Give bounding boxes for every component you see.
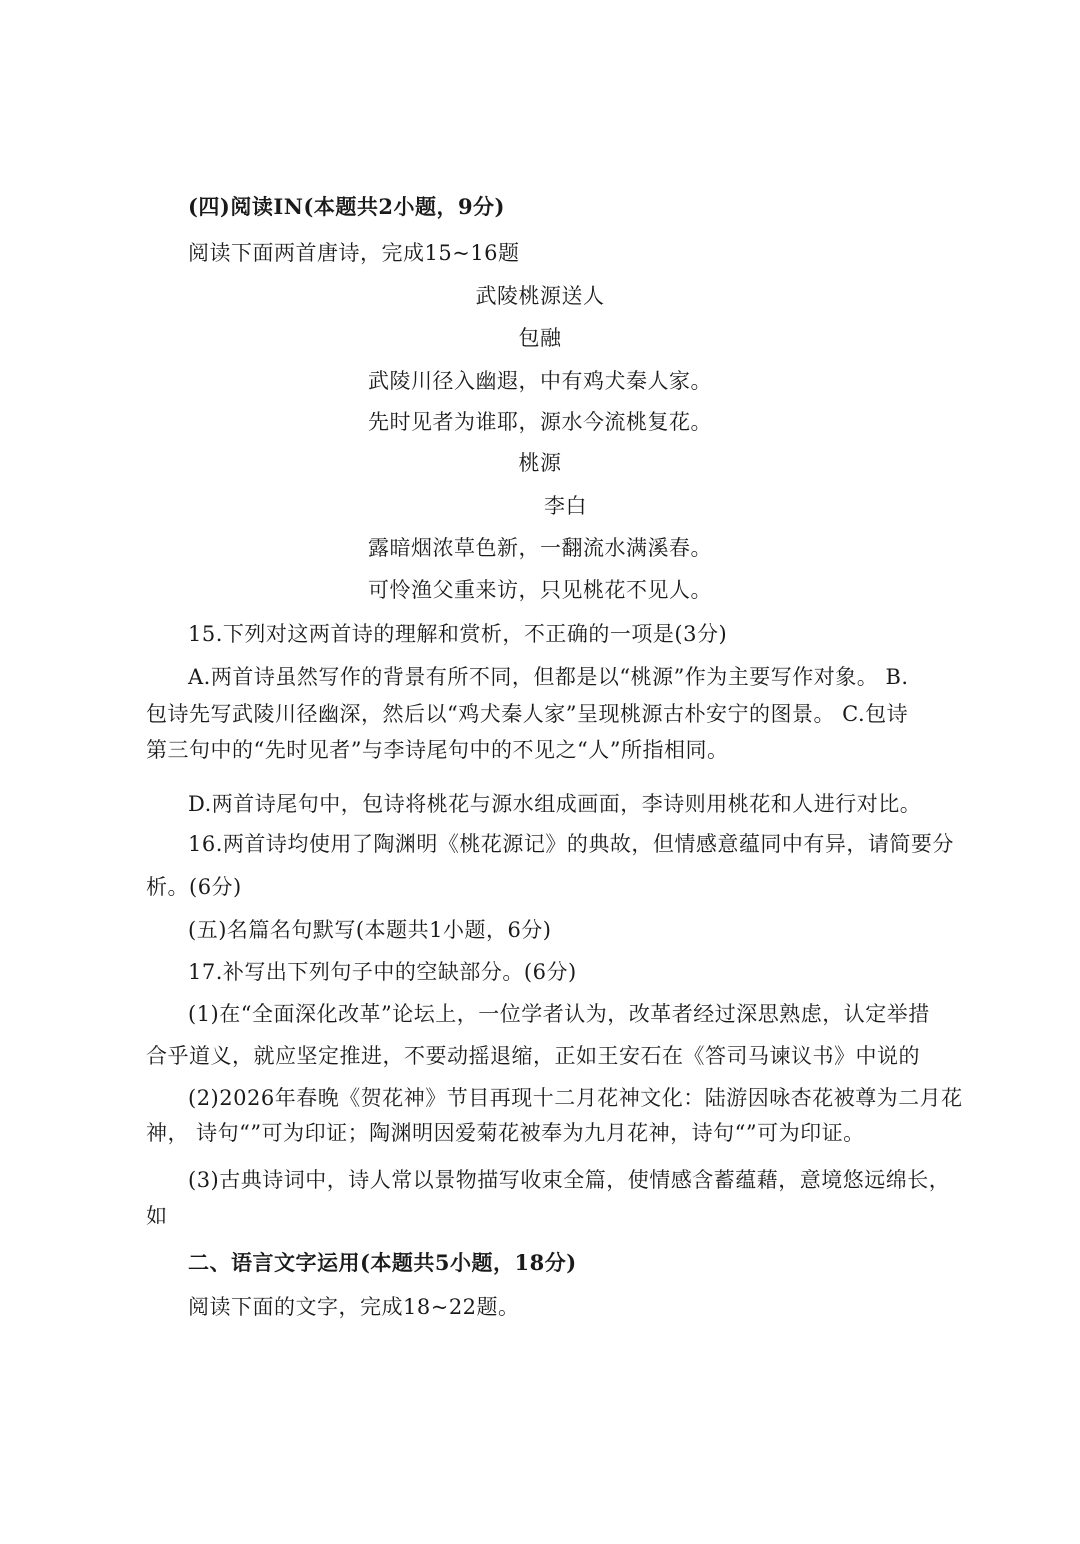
q15-option-d: D.两首诗尾句中，包诗将桃花与源水组成画面，李诗则用桃花和人进行对比。 bbox=[188, 792, 922, 816]
section-four-instruction: 阅读下面两首唐诗，完成15~16题 bbox=[188, 241, 520, 265]
poem2-line: 露暗烟浓草色新，一翻流水满溪春。 bbox=[368, 536, 712, 560]
q17-part2-line: 神， 诗句“”可为印证；陶渊明因爱菊花被奉为九月花神，诗句“”可为印证。 bbox=[146, 1121, 865, 1145]
q16-line: 析。(6分) bbox=[146, 875, 242, 899]
q16-line: 16.两首诗均使用了陶渊明《桃花源记》的典故，但情感意蕴同中有异，请简要分 bbox=[188, 832, 954, 856]
q15-options-line: 第三句中的“先时见者”与李诗尾句中的不见之“人”所指相同。 bbox=[146, 738, 729, 762]
poem1-line: 武陵川径入幽遐，中有鸡犬秦人家。 bbox=[368, 369, 712, 393]
q17-part3-line: (3)古典诗词中，诗人常以景物描写收束全篇，使情感含蓄蕴藉，意境悠远绵长， bbox=[188, 1168, 951, 1192]
q17-part1-line: 合乎道义，就应坚定推进，不要动摇退缩，正如王安石在《答司马谏议书》中说的 bbox=[146, 1044, 920, 1068]
q17-part3-line: 如 bbox=[146, 1204, 168, 1228]
poem1-author: 包融 bbox=[518, 326, 562, 350]
poem2-title: 桃源 bbox=[518, 451, 562, 475]
q15-stem: 15.下列对这两首诗的理解和赏析，不正确的一项是(3分) bbox=[188, 622, 728, 646]
q17-stem: 17.补写出下列句子中的空缺部分。(6分) bbox=[188, 960, 577, 984]
section-two-instruction: 阅读下面的文字，完成18~22题。 bbox=[188, 1295, 520, 1319]
q15-options-line: A.两首诗虽然写作的背景有所不同，但都是以“桃源”作为主要写作对象。 B. bbox=[188, 665, 909, 689]
poem1-title: 武陵桃源送人 bbox=[475, 284, 605, 308]
section-two-heading: 二、语言文字运用(本题共5小题，18分) bbox=[188, 1250, 577, 1275]
poem2-line: 可怜渔父重来访，只见桃花不见人。 bbox=[368, 578, 712, 602]
section-four-heading: (四)阅读IN(本题共2小题，9分) bbox=[188, 194, 505, 219]
q17-part2-line: (2)2026年春晚《贺花神》节目再现十二月花神文化：陆游因咏杏花被尊为二月花 bbox=[188, 1086, 963, 1110]
poem1-line: 先时见者为谁耶，源水今流桃复花。 bbox=[368, 410, 712, 434]
q15-options-line: 包诗先写武陵川径幽深，然后以“鸡犬秦人家”呈现桃源古朴安宁的图景。 C.包诗 bbox=[146, 702, 909, 726]
section-five-heading: (五)名篇名句默写(本题共1小题，6分) bbox=[188, 918, 552, 942]
poem2-author: 李白 bbox=[544, 494, 587, 518]
q17-part1-line: (1)在“全面深化改革”论坛上，一位学者认为，改革者经过深思熟虑，认定举措 bbox=[188, 1002, 930, 1026]
